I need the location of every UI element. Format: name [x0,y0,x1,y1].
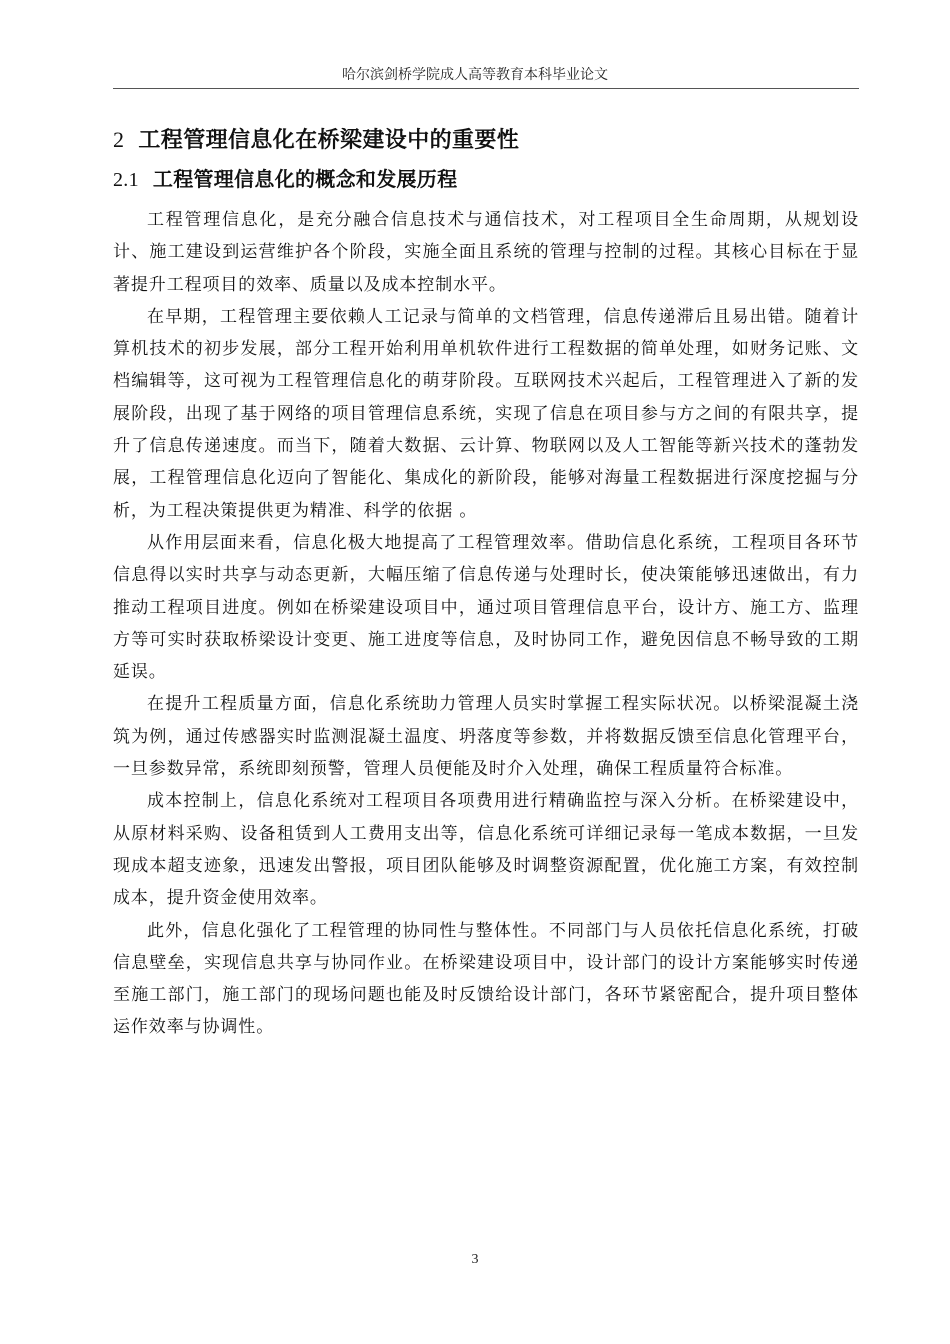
paragraph-quality: 在提升工程质量方面，信息化系统助力管理人员实时掌握工程实际状况。以桥梁混凝土浇筑为例，通过传感器实时监测混凝土温度、坍落度等参数，并将数据反馈至信息化管理平台，一旦参数异常，系统即刻预警，管理人员便能及时介入处理，确保工程质量符合标准。 [113,694,859,780]
paragraph-collaboration: 此外，信息化强化了工程管理的协同性与整体性。不同部门与人员依托信息化系统，打破信息壁垒，实现信息共享与协同作业。在桥梁建设项目中，设计部门的设计方案能够实时传递至施工部门，施工部门的现场问题也能及时反馈给设计部门，各环节紧密配合，提升项目整体运作效率与协调性。 [113,920,859,1038]
header-divider [113,88,859,89]
paragraph-efficiency: 从作用层面来看，信息化极大地提高了工程管理效率。借助信息化系统，工程项目各环节信息得以实时共享与动态更新，大幅压缩了信息传递与处理时长，使决策能够迅速做出，有力推动工程项目进度。例如在桥梁建设项目中，通过项目管理信息平台，设计方、施工方、监理方等可实时获取桥梁设计变更、施工进度等信息，及时协同工作，避免因信息不畅导致的工期延误。 [113,532,859,683]
page-body [113,120,859,1044]
paragraph-history: 在早期，工程管理主要依赖人工记录与简单的文档管理，信息传递滞后且易出错。随着计算机技术的初步发展，部分工程开始利用单机软件进行工程数据的简单处理，如财务记账、文档编辑等，这可视为工程管理信息化的萌芽阶段。互联网技术兴起后，工程管理进入了新的发展阶段，出现了基于网络的项目管理信息系统，实现了信息在项目参与方之间的有限共享，提升了信息传递速度。而当下，随着大数据、云计算、物联网以及人工智能等新兴技术的蓬勃发展，工程管理信息化迈向了智能化、集成化的新阶段，能够对海量工程数据进行深度挖掘与分析，为工程决策提供更为精准、科学的依据 。 [113,306,859,521]
section-title: 工程管理信息化在桥梁建设中的重要性 [138,128,520,153]
subsection-title: 工程管理信息化的概念和发展历程 [152,167,458,191]
subsection-number: 2.1 [113,169,139,191]
running-header: 哈尔滨剑桥学院成人高等教育本科毕业论文 [342,67,608,83]
section-number: 2 [113,127,125,152]
paragraph-cost-control: 成本控制上，信息化系统对工程项目各项费用进行精确监控与深入分析。在桥梁建设中，从原材料采购、设备租赁到人工费用支出等，信息化系统可详细记录每一笔成本数据，一旦发现成本超支迹象，迅速发出警报，项目团队能够及时调整资源配置，优化施工方案，有效控制成本，提升资金使用效率。 [113,791,859,909]
subsection-heading [113,161,859,198]
paragraph-definition: 工程管理信息化，是充分融合信息技术与通信技术，对工程项目全生命周期，从规划设计、施工建设到运营维护各个阶段，实施全面且系统的管理与控制的过程。其核心目标在于显著提升工程项目的效率、质量以及成本控制水平。 [113,210,859,295]
section-heading [113,120,859,161]
page-number: 3 [471,1252,479,1267]
